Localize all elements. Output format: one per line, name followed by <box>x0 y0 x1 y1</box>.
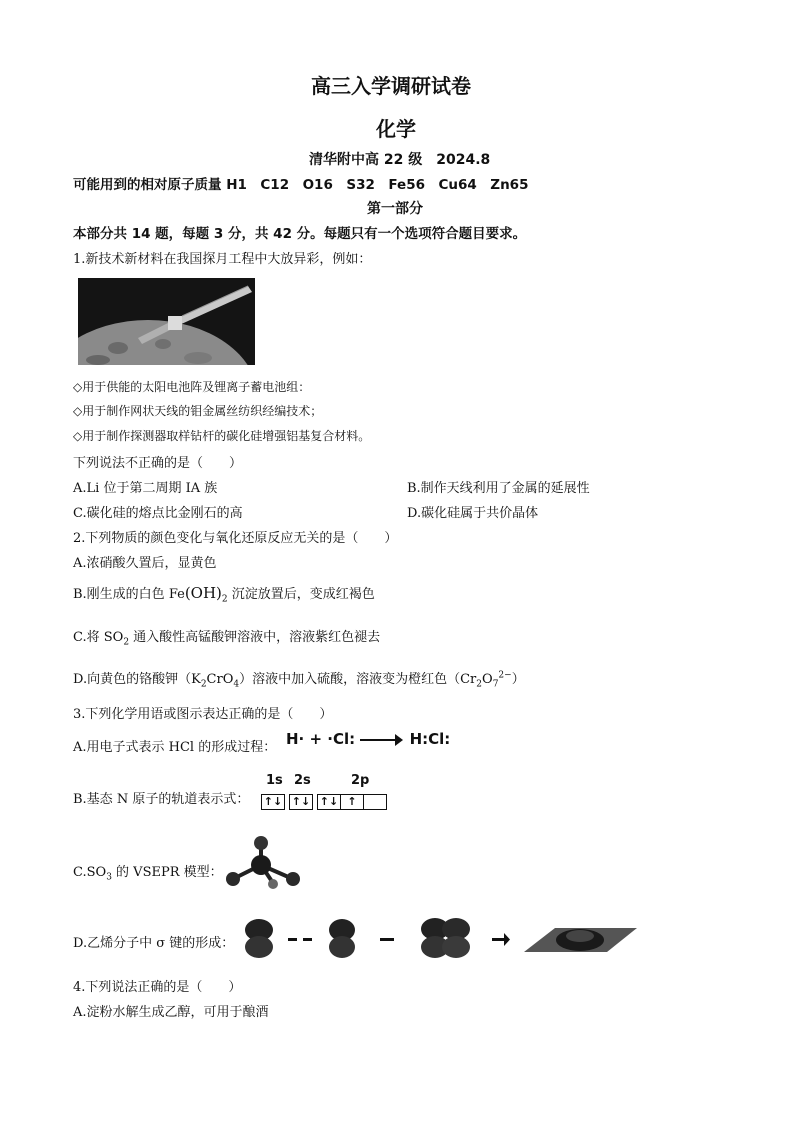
q2-option-b-pre: B.刚生成的白色 Fe <box>73 587 185 602</box>
so3-vsepr-model-image <box>215 833 300 893</box>
q2-stem: 2.下列物质的颜色变化与氧化还原反应无关的是（ ） <box>73 531 398 546</box>
q4-stem: 4.下列说法正确的是（ ） <box>73 980 242 995</box>
hcl-formula-left: H· + ·Cl: <box>286 730 356 748</box>
q2-option-c-pre: C.将 SO <box>73 630 124 645</box>
hcl-formula-right: H:Cl: <box>409 730 451 748</box>
q3-option-a[interactable] <box>73 736 276 755</box>
q2-option-d-sup: 2− <box>498 670 512 681</box>
orbital-label-2s: 2s <box>294 773 311 788</box>
q2-option-d-mid: CrO <box>206 672 234 687</box>
q3-option-c[interactable] <box>73 861 223 883</box>
q1-option-d[interactable]: D.碳化硅属于共价晶体 <box>407 506 539 521</box>
orbital-box-2p-2: ↑ <box>341 794 364 810</box>
q2-option-d-mid2: ）溶液中加入硫酸，溶液变为橙红色（Cr <box>239 672 477 687</box>
orbital-diagram <box>261 773 387 810</box>
ethylene-sigma-bond-image <box>242 914 637 964</box>
hcl-electron-formula <box>286 730 450 748</box>
orbital-label-2p: 2p <box>351 773 370 788</box>
q1-option-a[interactable]: A.Li 位于第二周期 IA 族 <box>73 481 218 496</box>
q2-option-b-post: 沉淀放置后，变成红褐色 <box>227 587 375 602</box>
q3-option-c-pre: C.SO <box>73 865 107 880</box>
q1-option-c[interactable]: C.碳化硅的熔点比金刚石的高 <box>73 506 243 521</box>
q1-option-b[interactable]: B.制作天线利用了金属的延展性 <box>407 481 590 496</box>
atomic-masses: 可能用到的相对原子质量 H1 C12 O16 S32 Fe56 Cu64 Zn65 <box>73 177 529 193</box>
q2-option-a[interactable]: A.浓硝酸久置后，显黄色 <box>73 556 217 571</box>
q1-stem: 1.新技术新材料在我国探月工程中大放异彩，例如： <box>73 252 372 267</box>
q2-option-d-sub1: 2 <box>200 679 207 690</box>
q1-bullet-1: ◇用于供能的太阳电池阵及锂离子蓄电池组： <box>73 380 311 394</box>
orbital-box-1s: ↑↓ <box>261 794 285 810</box>
q1-question: 下列说法不正确的是（ ） <box>73 456 243 471</box>
subject-title: 化学 <box>376 117 416 141</box>
orbital-label-1s: 1s <box>266 773 283 788</box>
q2-option-d-sub2: 4 <box>233 679 240 690</box>
school-line: 清华附中高 22 级 2024.8 <box>309 152 491 168</box>
q3-option-b[interactable]: B.基态 N 原子的轨道表示式： <box>73 792 250 807</box>
exam-title: 高三入学调研试卷 <box>311 74 471 98</box>
q3-option-c-post: 的 VSEPR 模型： <box>111 865 223 880</box>
q3-stem: 3.下列化学用语或图示表达正确的是（ ） <box>73 707 333 722</box>
q2-option-c-sub: 2 <box>123 637 130 648</box>
part-instructions: 本部分共 14 题，每题 3 分，共 42 分。每题只有一个选项符合题目要求。 <box>73 226 527 242</box>
q2-option-d[interactable] <box>73 668 525 690</box>
q3-option-a-label: A.用电子式表示 HCl 的形成过程： <box>73 740 277 755</box>
q2-option-c[interactable] <box>73 626 380 648</box>
q2-option-d-end: ） <box>511 672 525 687</box>
q1-bullet-3: ◇用于制作探测器取样钻杆的碳化硅增强铝基复合材料。 <box>73 429 371 443</box>
orbital-box-2s: ↑↓ <box>289 794 313 810</box>
q1-bullet-2: ◇用于制作网状天线的钼金属丝纺织经编技术； <box>73 404 323 418</box>
q2-option-b-oh: (OH) <box>184 584 222 602</box>
arrow-icon <box>360 739 400 741</box>
q2-option-b[interactable] <box>73 583 375 605</box>
q4-option-a[interactable]: A.淀粉水解生成乙醇，可用于酿酒 <box>73 1005 269 1020</box>
q2-option-d-pre: D.向黄色的铬酸钾（K <box>73 672 201 687</box>
q3-option-d[interactable]: D.乙烯分子中 σ 键的形成： <box>73 936 235 951</box>
q2-option-d-sub3: 2 <box>476 679 483 690</box>
q2-option-d-sub4: 7 <box>492 679 499 690</box>
orbital-box-2p-3 <box>364 794 387 810</box>
q2-option-b-sub: 2 <box>221 594 228 605</box>
q2-option-c-post: 通入酸性高锰酸钾溶液中，溶液紫红色褪去 <box>129 630 381 645</box>
part-title: 第一部分 <box>367 201 423 217</box>
q2-option-d-mid3: O <box>482 672 493 687</box>
satellite-moon-photo <box>78 278 255 365</box>
orbital-box-2p-1: ↑↓ <box>317 794 341 810</box>
q3-option-c-sub: 3 <box>106 872 112 883</box>
